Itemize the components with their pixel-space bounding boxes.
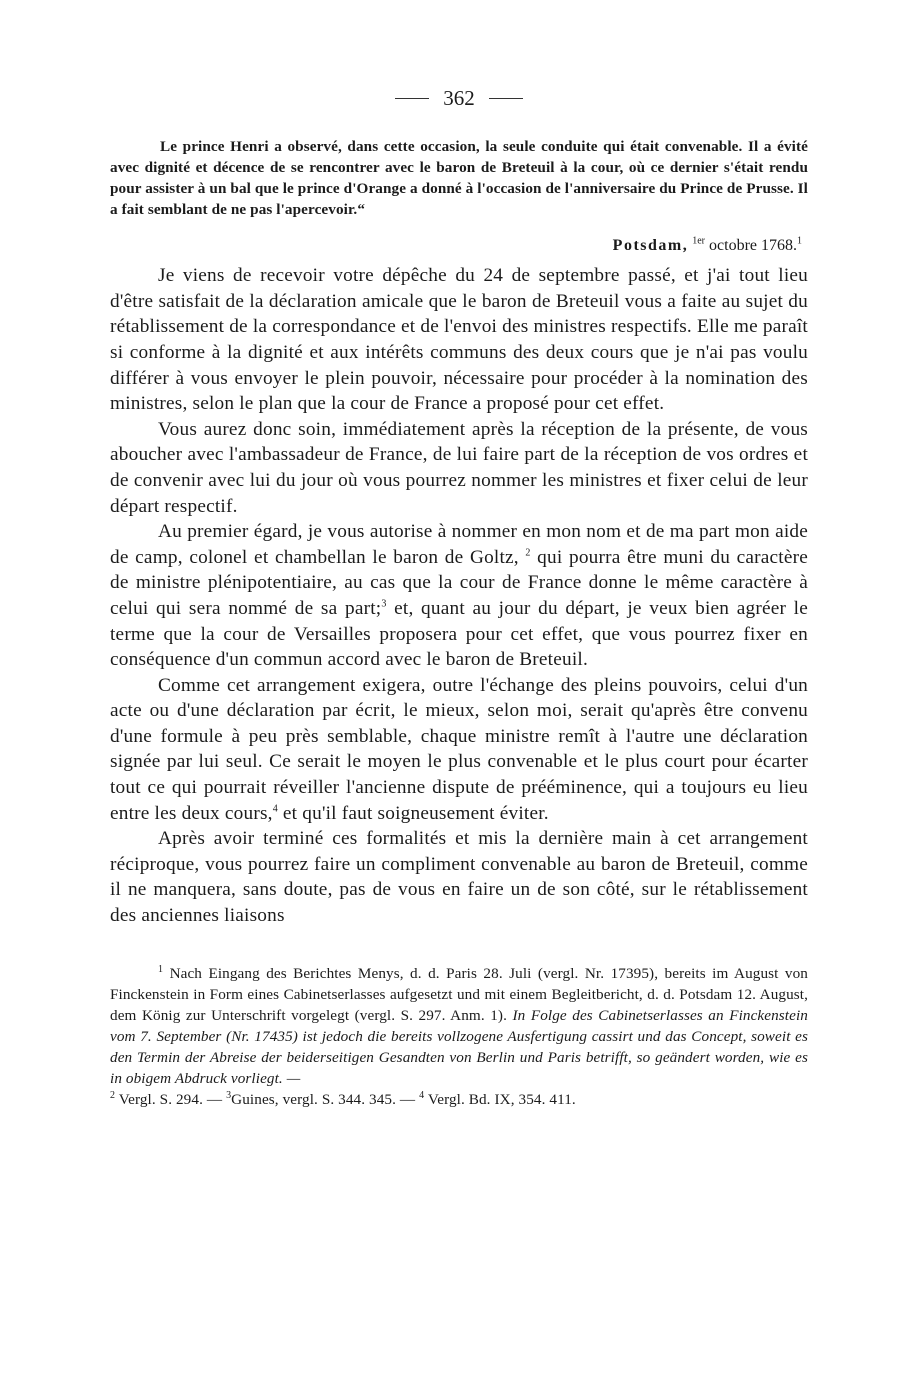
header-rule-right bbox=[489, 98, 523, 99]
dateline-date: octobre 1768. bbox=[709, 237, 797, 255]
footnote-1 bbox=[110, 963, 808, 1089]
paragraph-4 bbox=[110, 673, 808, 827]
footnote-3: Guines, vergl. S. 344. 345. — bbox=[231, 1090, 416, 1108]
book-page bbox=[110, 86, 808, 1110]
paragraph-4-part-b: et qu'il faut soigneusement éviter. bbox=[282, 802, 549, 824]
paragraph-1: Je viens de recevoir votre dépêche du 24 de septembre passé, et j'ai tout lieu d'être satisfait de la déclaration amicale que le baron de Breteuil vous a faite au sujet du rétablissement de la correspondance et de l'envoi des ministres respectifs. Elle me paraît si conforme à la dignité et aux intérêts communs des deux cours que je n'ai pas voulu différer à vous envoyer le plein pouvoir, nécessaire pour procéder à la nomination des ministres, selon le plan que la cour de France a proposé pour cet effet. bbox=[110, 265, 808, 415]
footnote-ref-1: 1 bbox=[797, 235, 802, 247]
page-header bbox=[110, 86, 808, 116]
footnote-ref-3: 3 bbox=[381, 598, 387, 610]
header-rule-left bbox=[395, 98, 429, 99]
page-number: 362 bbox=[443, 86, 475, 110]
paragraph-4-part-a: Comme cet arrangement exigera, outre l'échange des pleins pouvoirs, celui d'un acte ou d'une déclaration par écrit, le mieux, selon moi, serait qu'après être convenu d'une formule à peu près semblable, chaque ministre remît à l'autre une déclaration signée par lui seul. Ce serait le moyen le plus convenable et le plus court pour écarter tout ce qui pourrait réveiller l'ancienne dispute de prééminence, qui a toujours eu lieu entre les deux cours, bbox=[110, 674, 808, 824]
footnote-2-mark: 2 bbox=[110, 1089, 116, 1101]
dateline-day bbox=[692, 237, 705, 254]
footnote-1-text-a: Nach Eingang des Berichtes Menys, d. d. Paris 28. Juli (vergl. Nr. 17395), bereits im August von Finckenstein in Form eines Cabinetserlasses aufgesetzt und mit einem Begleitbericht, d. d. Potsdam 12. August, dem König zur Unterschrift vorgelegt (vergl. S. 297. Anm. 1). bbox=[110, 964, 808, 1024]
footnote-ref-4: 4 bbox=[272, 803, 278, 815]
footnote-3-mark: 3 bbox=[226, 1089, 232, 1101]
paragraph-2: Vous aurez donc soin, immédiatement après la réception de la présente, de vous aboucher avec l'ambassadeur de France, de lui faire part de la réception de vos ordres et de convenir avec lui du jour où vous pourrez nommer les ministres et fixer celui de leur départ respectif. bbox=[110, 418, 808, 517]
dateline-place: Potsdam, bbox=[612, 237, 689, 255]
paragraph-3-part-c: et, quant au jour du départ, je veux bien agréer le terme que la cour de Versailles proposera pour cet effet, que vous pourrez fixer en conséquence d'un commun accord avec le baron de Breteuil. bbox=[110, 597, 808, 671]
footnote-1-mark: 1 bbox=[158, 963, 164, 975]
footnote-1-text-b: In Folge des Cabinetserlasses an Finckenstein vom 7. September (Nr. 17435) ist jedoch die bereits vollzogene Ausfertigung cassirt und das Concept, soweit es den Termin der Abreise der beiderseitigen Gesandten von Berlin und Paris betrifft, so geändert worden, wie es in obigem Abdruck vorliegt. — bbox=[110, 1006, 808, 1087]
paragraph-3-part-b: qui pourra être muni du caractère de ministre plénipotentiaire, au cas que la cour de France donne le même caractère à celui qui sera nommé de sa part; bbox=[110, 546, 808, 619]
paragraph-3 bbox=[110, 519, 808, 673]
footnote-4-mark: 4 bbox=[419, 1089, 425, 1101]
letter-body bbox=[110, 263, 808, 928]
footnotes-2-to-4 bbox=[110, 1089, 808, 1110]
footnote-4: Vergl. Bd. IX, 354. 411. bbox=[427, 1090, 576, 1108]
paragraph-3-part-a: Au premier égard, je vous autorise à nommer en mon nom et de ma part mon aide de camp, colonel et chambellan le baron de Goltz, bbox=[110, 521, 808, 568]
paragraph-5: Après avoir terminé ces formalités et mis la dernière main à cet arrangement réciproque, vous pourrez faire un compliment convenable au baron de Breteuil, comme il ne manquera, sans doute, pas de vous en faire un de son côté, sur le rétablissement des anciennes liaisons bbox=[110, 828, 808, 927]
dateline bbox=[110, 235, 808, 257]
footnotes bbox=[110, 963, 808, 1110]
footnote-2: Vergl. S. 294. — bbox=[118, 1090, 223, 1108]
intro-quotation: Le prince Henri a observé, dans cette occasion, la seule conduite qui était convenable. Il a évité avec dignité et décence de se rencontrer avec le baron de Breteuil à la cour, où ce dernier s'était rendu pour assister à un bal que le prince d'Orange a donné à l'occasion de l'anniversaire du Prince de Prusse. Il a fait semblant de ne pas l'apercevoir.“ bbox=[110, 138, 808, 218]
dateline-day-ordinal: 1er bbox=[692, 235, 706, 247]
footnote-ref-2: 2 bbox=[525, 547, 531, 559]
